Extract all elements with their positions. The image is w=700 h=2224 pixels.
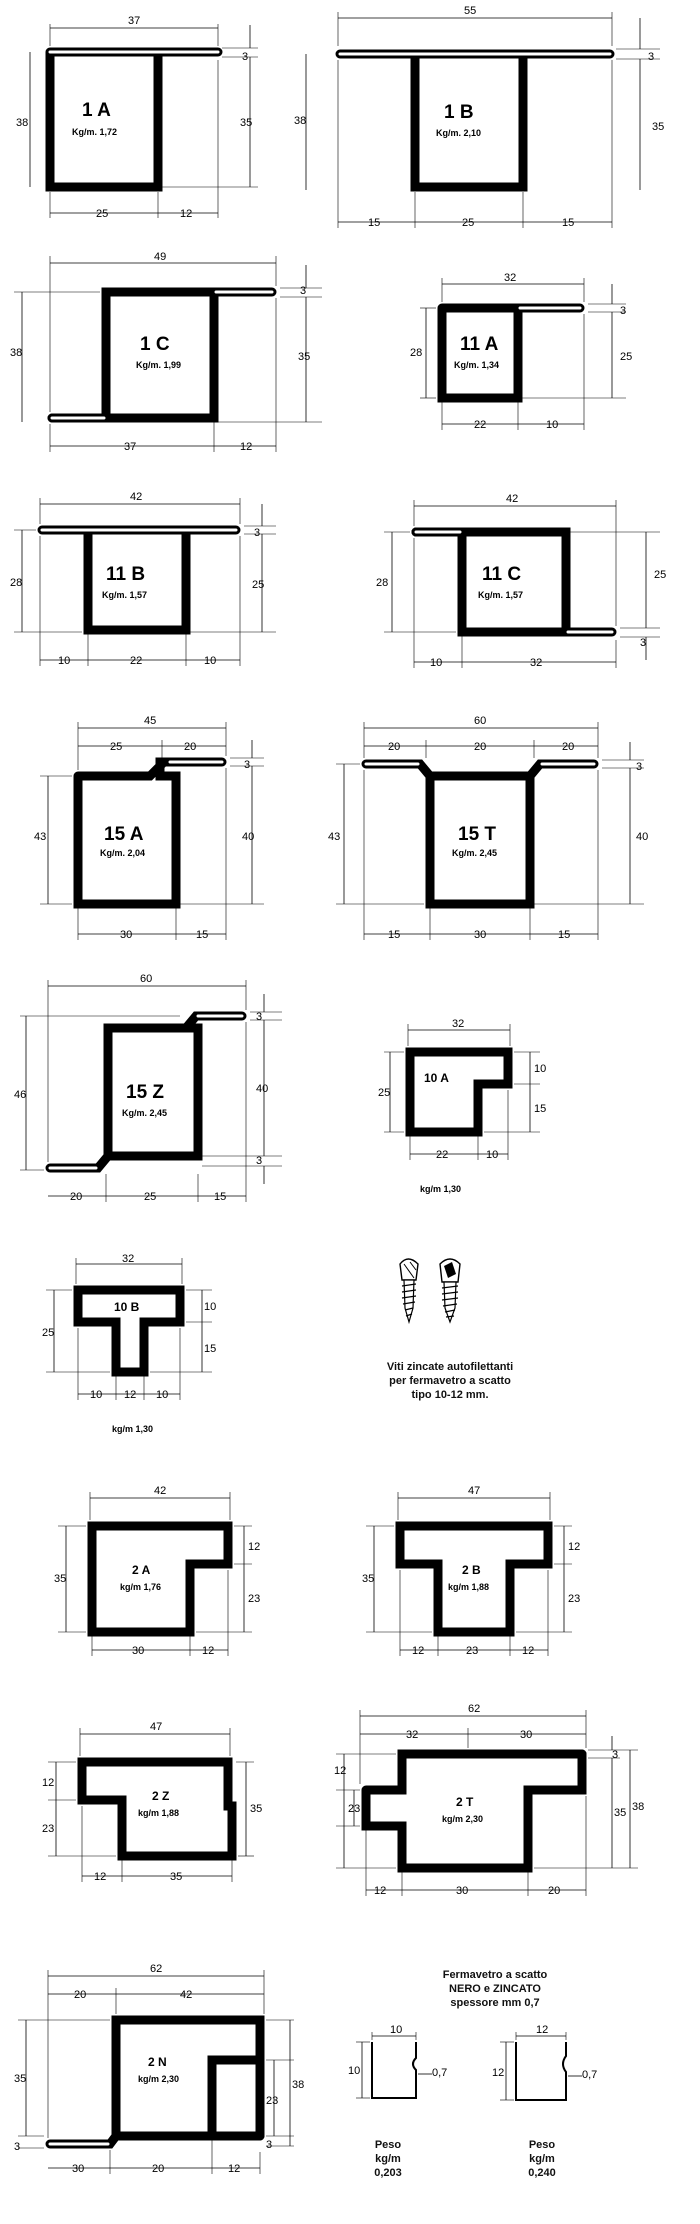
dim-label: 30 — [132, 1645, 145, 1657]
clip-thickness-label: 0,7 — [582, 2069, 598, 2081]
dim-label: 45 — [144, 715, 157, 727]
profile-code: 10 B — [114, 1300, 140, 1314]
dim-label: 37 — [128, 15, 141, 27]
clip-profile-12-drawing — [480, 2020, 620, 2110]
dim-label: 35 — [362, 1573, 375, 1585]
dim-label: 12 — [568, 1541, 581, 1553]
dim-label: 30 — [120, 929, 133, 941]
screws-line-2: per fermavetro a scatto — [389, 1375, 511, 1387]
profile-outline — [92, 1526, 228, 1632]
dim-label: 28 — [376, 577, 389, 589]
dim-label: 62 — [150, 1963, 163, 1975]
profile-outline — [50, 52, 218, 187]
dim-label: 12 — [522, 1645, 535, 1657]
dim-label: 22 — [436, 1149, 449, 1161]
dim-label: 49 — [154, 251, 167, 263]
dim-label: 30 — [520, 1729, 533, 1741]
clip-title — [390, 1968, 600, 2010]
profile-15t — [328, 700, 700, 960]
profile-15a-drawing — [0, 700, 340, 960]
dim-label: 12 — [334, 1765, 347, 1777]
dim-label: 62 — [468, 1703, 481, 1715]
profile-weight: Kg/m. 2,04 — [100, 848, 146, 858]
profile-weight: Kg/m. 1,34 — [454, 360, 500, 370]
profile-weight: Kg/m. 2,45 — [122, 1108, 168, 1118]
profile-code: 2 Z — [152, 1789, 170, 1803]
profile-outline — [400, 1526, 548, 1632]
profile-code: 11 C — [482, 564, 522, 585]
profile-outline — [52, 292, 272, 418]
dim-label: 23 — [568, 1593, 581, 1605]
profile-weight: Kg/m. 2,45 — [452, 848, 498, 858]
clip-height-label: 10 — [348, 2065, 361, 2077]
profile-weight: Kg/m. 1,57 — [478, 590, 524, 600]
dim-label: 35 — [250, 1803, 263, 1815]
dim-label: 32 — [504, 272, 517, 284]
profile-15z — [0, 970, 340, 1210]
profile-2n-drawing — [0, 1960, 330, 2224]
profile-2b-drawing — [360, 1470, 660, 1660]
dim-label: 25 — [654, 569, 667, 581]
dim-label: 32 — [452, 1018, 465, 1030]
dim-label: 12 — [124, 1389, 137, 1401]
dim-label: 42 — [180, 1989, 193, 2001]
profile-11b-drawing — [0, 480, 340, 680]
profile-15z-drawing — [0, 970, 340, 1210]
dim-label: 3 — [266, 2139, 273, 2151]
dim-label: 23 — [266, 2095, 279, 2107]
dim-label: 42 — [506, 493, 519, 505]
dim-label: 30 — [474, 929, 487, 941]
dim-label: 37 — [124, 441, 137, 453]
dim-label: 10 — [534, 1063, 547, 1075]
dim-label: 47 — [468, 1485, 481, 1497]
profile-weight: Kg/m. 2,10 — [436, 128, 482, 138]
dim-label: 3 — [612, 1749, 619, 1761]
profile-code: 1 A — [82, 100, 111, 121]
dim-label: 23 — [348, 1803, 361, 1815]
clip-height-label: 12 — [492, 2067, 505, 2079]
clip-weight-right — [502, 2138, 582, 2180]
dim-label: 40 — [636, 831, 649, 843]
dim-label: 23 — [466, 1645, 479, 1657]
clip-profile-10 — [340, 2020, 460, 2110]
screws-figure — [380, 1250, 480, 1350]
profile-1b-drawing — [294, 0, 700, 240]
profile-15a — [0, 700, 340, 960]
screws-description — [360, 1360, 540, 1402]
profile-code: 2 T — [456, 1795, 474, 1809]
dim-label: 30 — [456, 1885, 469, 1897]
dim-label: 3 — [256, 1011, 263, 1023]
dim-label: 12 — [374, 1885, 387, 1897]
dim-label: 3 — [300, 285, 307, 297]
dim-label: 12 — [94, 1871, 107, 1883]
profile-1a-drawing — [0, 0, 340, 240]
profile-11a-drawing — [400, 250, 700, 470]
dim-label: 15 — [558, 929, 571, 941]
dim-label: 15 — [204, 1343, 217, 1355]
profile-weight: kg/m 1,88 — [448, 1582, 490, 1592]
clip-weight-left — [348, 2138, 428, 2180]
profile-weight: kg/m 1,88 — [138, 1808, 180, 1818]
profile-2z-drawing — [40, 1700, 300, 1900]
dim-label: 23 — [42, 1823, 55, 1835]
dim-label: 10 — [90, 1389, 103, 1401]
dim-label: 25 — [42, 1327, 55, 1339]
dim-label: 35 — [652, 121, 665, 133]
weight-label: Peso — [528, 2139, 556, 2151]
dim-label: 38 — [632, 1801, 645, 1813]
dim-label: 25 — [462, 217, 475, 229]
profile-weight: kg/m 1,30 — [112, 1424, 154, 1434]
profile-outline — [366, 1754, 582, 1868]
dim-label: 43 — [328, 831, 341, 843]
dim-label: 3 — [636, 761, 643, 773]
dim-label: 25 — [252, 579, 265, 591]
profile-11c — [376, 480, 700, 680]
dim-label: 28 — [410, 347, 423, 359]
profile-code: 2 B — [462, 1563, 481, 1577]
dim-label: 3 — [256, 1155, 263, 1167]
dim-label: 10 — [204, 1301, 217, 1313]
clip-width-label: 12 — [536, 2024, 549, 2036]
profile-2a-drawing — [40, 1470, 300, 1660]
clip-title-line-2: NERO e ZINCATO — [449, 1983, 541, 1995]
profile-weight: kg/m 2,30 — [442, 1814, 484, 1824]
dim-label: 23 — [248, 1593, 261, 1605]
dim-label: 20 — [74, 1989, 87, 2001]
weight-value: 0,203 — [374, 2167, 402, 2179]
dim-label: 25 — [144, 1191, 157, 1203]
clip-thickness-label: 0,7 — [432, 2067, 448, 2079]
dim-label: 25 — [620, 351, 633, 363]
dim-label: 35 — [170, 1871, 183, 1883]
dim-label: 20 — [152, 2163, 165, 2175]
profile-weight: Kg/m. 1,57 — [102, 590, 148, 600]
dim-label: 38 — [10, 347, 23, 359]
profile-2a — [40, 1470, 300, 1660]
dim-label: 12 — [228, 2163, 241, 2175]
dim-label: 20 — [388, 741, 401, 753]
profile-outline — [410, 1052, 508, 1132]
dim-label: 60 — [140, 973, 153, 985]
dim-label: 10 — [58, 655, 71, 667]
dim-label: 3 — [242, 51, 249, 63]
dim-label: 25 — [96, 208, 109, 220]
dim-label: 46 — [14, 1089, 27, 1101]
profile-1b — [294, 0, 700, 240]
dim-label: 3 — [14, 2141, 21, 2153]
dim-label: 30 — [72, 2163, 85, 2175]
profile-weight: Kg/m. 1,99 — [136, 360, 182, 370]
dim-label: 10 — [546, 419, 559, 431]
profile-weight: Kg/m. 1,72 — [72, 127, 118, 137]
dim-label: 10 — [156, 1389, 169, 1401]
profile-10a — [380, 1010, 700, 1210]
dim-label: 32 — [406, 1729, 419, 1741]
profile-code: 2 A — [132, 1563, 151, 1577]
dim-label: 42 — [154, 1485, 167, 1497]
dim-label: 3 — [648, 51, 655, 63]
dim-label: 15 — [368, 217, 381, 229]
profile-1c — [0, 250, 340, 470]
dim-label: 12 — [202, 1645, 215, 1657]
dim-label: 20 — [474, 741, 487, 753]
profile-code: 10 A — [424, 1071, 449, 1085]
dim-label: 35 — [14, 2073, 27, 2085]
dim-label: 38 — [16, 117, 29, 129]
profile-2t-drawing — [334, 1700, 700, 1930]
profile-code: 11 B — [106, 564, 146, 585]
screws-line-1: Viti zincate autofilettanti — [386, 1361, 514, 1373]
clip-title-line-1: Fermavetro a scatto — [442, 1969, 548, 1981]
profile-weight: kg/m 2,30 — [138, 2074, 180, 2084]
dim-label: 20 — [70, 1191, 83, 1203]
dim-label: 10 — [486, 1149, 499, 1161]
dim-label: 43 — [34, 831, 47, 843]
profile-code: 15 Z — [126, 1082, 165, 1103]
dim-label: 15 — [562, 217, 575, 229]
dim-label: 25 — [378, 1087, 391, 1099]
profile-11a — [400, 250, 700, 470]
dim-label: 12 — [412, 1645, 425, 1657]
dim-label: 15 — [196, 929, 209, 941]
dim-label: 22 — [130, 655, 143, 667]
profile-code: 1 B — [444, 102, 474, 123]
clip-title-line-3: spessore mm 0,7 — [450, 1997, 540, 2009]
dim-label: 20 — [184, 741, 197, 753]
dim-label: 35 — [298, 351, 311, 363]
dim-label: 47 — [150, 1721, 163, 1733]
weight-unit: kg/m — [375, 2153, 401, 2165]
dim-label: 35 — [240, 117, 253, 129]
profile-code: 15 T — [458, 824, 497, 845]
dim-label: 38 — [292, 2079, 305, 2091]
dim-label: 12 — [240, 441, 253, 453]
dim-label: 3 — [640, 637, 647, 649]
dim-label: 40 — [256, 1083, 269, 1095]
dim-label: 3 — [620, 305, 627, 317]
dim-label: 28 — [10, 577, 23, 589]
dim-label: 15 — [388, 929, 401, 941]
dim-label: 20 — [562, 741, 575, 753]
profile-2n — [0, 1960, 330, 2224]
dim-label: 12 — [42, 1777, 55, 1789]
clip-profile-12 — [480, 2020, 620, 2110]
dim-label: 25 — [110, 741, 123, 753]
dim-label: 10 — [204, 655, 217, 667]
dim-label: 15 — [534, 1103, 547, 1115]
profile-11b — [0, 480, 340, 680]
profile-11c-drawing — [376, 480, 700, 680]
profile-code: 11 A — [460, 334, 499, 355]
dim-label: 12 — [248, 1541, 261, 1553]
dim-label: 3 — [244, 759, 251, 771]
profile-1c-drawing — [0, 250, 340, 470]
weight-unit: kg/m — [529, 2153, 555, 2165]
profile-weight: kg/m 1,76 — [120, 1582, 162, 1592]
dim-label: 55 — [464, 5, 477, 17]
profile-1a — [0, 0, 340, 240]
profile-2b — [360, 1470, 660, 1660]
weight-value: 0,240 — [528, 2167, 556, 2179]
dim-label: 40 — [242, 831, 255, 843]
dim-label: 10 — [430, 657, 443, 669]
dim-label: 20 — [548, 1885, 561, 1897]
dim-label: 35 — [54, 1573, 67, 1585]
dim-label: 3 — [254, 527, 261, 539]
clip-profile-10-drawing — [340, 2020, 460, 2110]
profile-2z — [40, 1700, 300, 1900]
dim-label: 60 — [474, 715, 487, 727]
profile-weight: kg/m 1,30 — [420, 1184, 462, 1194]
dim-label: 42 — [130, 491, 143, 503]
dim-label: 15 — [214, 1191, 227, 1203]
screw-icon — [380, 1250, 480, 1350]
profile-2t — [334, 1700, 700, 1930]
dim-label: 12 — [180, 208, 193, 220]
dim-label: 35 — [614, 1807, 627, 1819]
weight-label: Peso — [374, 2139, 402, 2151]
profile-10b-drawing — [40, 1250, 300, 1450]
dim-label: 32 — [530, 657, 543, 669]
profile-code: 2 N — [148, 2055, 167, 2069]
profile-15t-drawing — [328, 700, 700, 960]
profile-outline — [78, 762, 222, 904]
profile-outline — [340, 54, 610, 187]
clip-width-label: 10 — [390, 2024, 403, 2036]
dim-label: 22 — [474, 419, 487, 431]
profile-code: 15 A — [104, 824, 144, 845]
screws-line-3: tipo 10-12 mm. — [411, 1389, 489, 1401]
profile-10b — [40, 1250, 300, 1450]
dim-label: 38 — [294, 115, 307, 127]
dim-label: 32 — [122, 1253, 135, 1265]
profile-10a-drawing — [380, 1010, 700, 1210]
profile-code: 1 C — [140, 334, 170, 355]
